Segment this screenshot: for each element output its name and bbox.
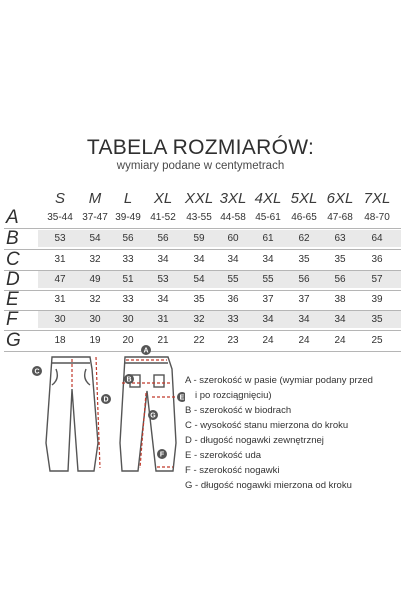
table-cell: 56 xyxy=(298,274,310,285)
measurement-legend xyxy=(185,373,400,493)
row-letter: C xyxy=(6,249,20,270)
table-cell: 54 xyxy=(193,274,205,285)
marker-g xyxy=(148,410,158,420)
table-cell: 24 xyxy=(262,335,274,346)
marker-c xyxy=(32,366,42,376)
size-header-l: L xyxy=(123,190,133,207)
table-cell: 44-58 xyxy=(220,212,246,223)
pants-diagram xyxy=(30,343,185,473)
table-cell: 63 xyxy=(334,233,346,244)
table-cell: 56 xyxy=(334,274,346,285)
marker-a xyxy=(141,345,151,355)
legend-item: E - szerokość uda xyxy=(185,450,262,461)
row-letter: F xyxy=(6,309,18,330)
table-cell: 43-55 xyxy=(186,212,212,223)
table-cell: 25 xyxy=(371,335,383,346)
table-cell: 20 xyxy=(122,335,134,346)
table-cell: 48-70 xyxy=(364,212,390,223)
table-cell: 32 xyxy=(193,314,205,325)
table-cell: 37 xyxy=(298,294,310,305)
table-cell: 34 xyxy=(262,254,274,265)
table-cell: 32 xyxy=(89,254,101,265)
table-cell: 41-52 xyxy=(150,212,176,223)
table-cell: 36 xyxy=(371,254,383,265)
row-letter: B xyxy=(6,228,19,249)
table-cell: 18 xyxy=(54,335,66,346)
size-header-5xl: 5XL xyxy=(290,190,318,207)
table-cell: 31 xyxy=(157,314,169,325)
table-cell: 34 xyxy=(262,314,274,325)
size-header-7xl: 7XL xyxy=(363,190,391,207)
legend-item: B - szerokość w biodrach xyxy=(185,405,292,416)
table-cell: 39 xyxy=(371,294,383,305)
marker-e xyxy=(177,392,185,402)
table-cell: 32 xyxy=(89,294,101,305)
table-cell: 31 xyxy=(54,294,66,305)
table-cell: 57 xyxy=(371,274,383,285)
table-cell: 38 xyxy=(334,294,346,305)
legend-item: G - długość nogawki mierzona od kroku xyxy=(185,480,352,491)
marker-f xyxy=(157,449,167,459)
svg-text:F: F xyxy=(159,451,165,459)
table-cell: 54 xyxy=(89,233,101,244)
table-cell: 35 xyxy=(371,314,383,325)
table-cell: 23 xyxy=(227,335,239,346)
table-cell: 39-49 xyxy=(115,212,141,223)
table-cell: 30 xyxy=(122,314,134,325)
marker-b xyxy=(124,374,134,384)
row-letter: A xyxy=(6,207,19,228)
page-title: TABELA ROZMIARÓW: xyxy=(86,136,315,159)
svg-text:E: E xyxy=(179,394,185,402)
table-cell: 60 xyxy=(227,233,239,244)
row-letter: G xyxy=(6,330,21,351)
table-cell: 37-47 xyxy=(82,212,108,223)
marker-d xyxy=(101,394,111,404)
table-cell: 47 xyxy=(54,274,66,285)
table-cell: 35 xyxy=(298,254,310,265)
svg-text:A: A xyxy=(143,347,149,355)
legend-item: A - szerokość w pasie (wymiar podany przed xyxy=(185,375,373,386)
size-header-3xl: 3XL xyxy=(219,190,247,207)
row-letter: D xyxy=(6,269,20,290)
legend-item: D - długość nogawki zewnętrznej xyxy=(185,435,324,446)
table-cell: 34 xyxy=(157,294,169,305)
table-cell: 47-68 xyxy=(327,212,353,223)
svg-text:B: B xyxy=(126,376,132,384)
page-subtitle: wymiary podane w centymetrach xyxy=(116,160,285,172)
table-cell: 34 xyxy=(193,254,205,265)
table-cell: 34 xyxy=(334,314,346,325)
table-cell: 49 xyxy=(89,274,101,285)
svg-text:G: G xyxy=(150,412,156,420)
row-letter: E xyxy=(6,289,19,310)
table-cell: 35-44 xyxy=(47,212,73,223)
size-header-xl: XL xyxy=(153,190,173,207)
table-cell: 51 xyxy=(122,274,134,285)
table-cell: 33 xyxy=(227,314,239,325)
table-cell: 61 xyxy=(262,233,274,244)
table-cell: 34 xyxy=(227,254,239,265)
table-cell: 30 xyxy=(89,314,101,325)
legend-item: C - wysokość stanu mierzona do kroku xyxy=(185,420,349,431)
table-cell: 24 xyxy=(298,335,310,346)
table-cell: 53 xyxy=(157,274,169,285)
size-header-6xl: 6XL xyxy=(326,190,354,207)
size-header-4xl: 4XL xyxy=(254,190,282,207)
table-cell: 34 xyxy=(298,314,310,325)
size-header-xxl: XXL xyxy=(184,190,214,207)
table-cell: 33 xyxy=(122,254,134,265)
table-cell: 64 xyxy=(371,233,383,244)
table-cell: 55 xyxy=(227,274,239,285)
table-cell: 37 xyxy=(262,294,274,305)
table-cell: 33 xyxy=(122,294,134,305)
table-cell: 55 xyxy=(262,274,274,285)
row-divider xyxy=(4,228,401,229)
table-cell: 34 xyxy=(157,254,169,265)
table-cell: 30 xyxy=(54,314,66,325)
table-cell: 19 xyxy=(89,335,101,346)
table-cell: 62 xyxy=(298,233,310,244)
table-cell: 56 xyxy=(122,233,134,244)
svg-text:D: D xyxy=(103,396,109,404)
table-cell: 46-65 xyxy=(291,212,317,223)
row-divider xyxy=(4,330,401,331)
table-cell: 36 xyxy=(227,294,239,305)
table-cell: 24 xyxy=(334,335,346,346)
size-header-m: M xyxy=(88,190,102,207)
table-cell: 45-61 xyxy=(255,212,281,223)
table-cell: 22 xyxy=(193,335,205,346)
measurement-diagram xyxy=(30,343,185,478)
table-cell: 59 xyxy=(193,233,205,244)
legend-item: F - szerokość nogawki xyxy=(185,465,280,476)
table-cell: 31 xyxy=(54,254,66,265)
table-cell: 53 xyxy=(54,233,66,244)
table-cell: 35 xyxy=(334,254,346,265)
table-cell: 35 xyxy=(193,294,205,305)
table-cell: 21 xyxy=(157,335,169,346)
legend-item: i po rozciągnięciu) xyxy=(195,390,272,401)
row-divider xyxy=(4,249,401,250)
table-cell: 56 xyxy=(157,233,169,244)
size-header-s: S xyxy=(54,190,66,207)
svg-text:C: C xyxy=(34,368,40,376)
